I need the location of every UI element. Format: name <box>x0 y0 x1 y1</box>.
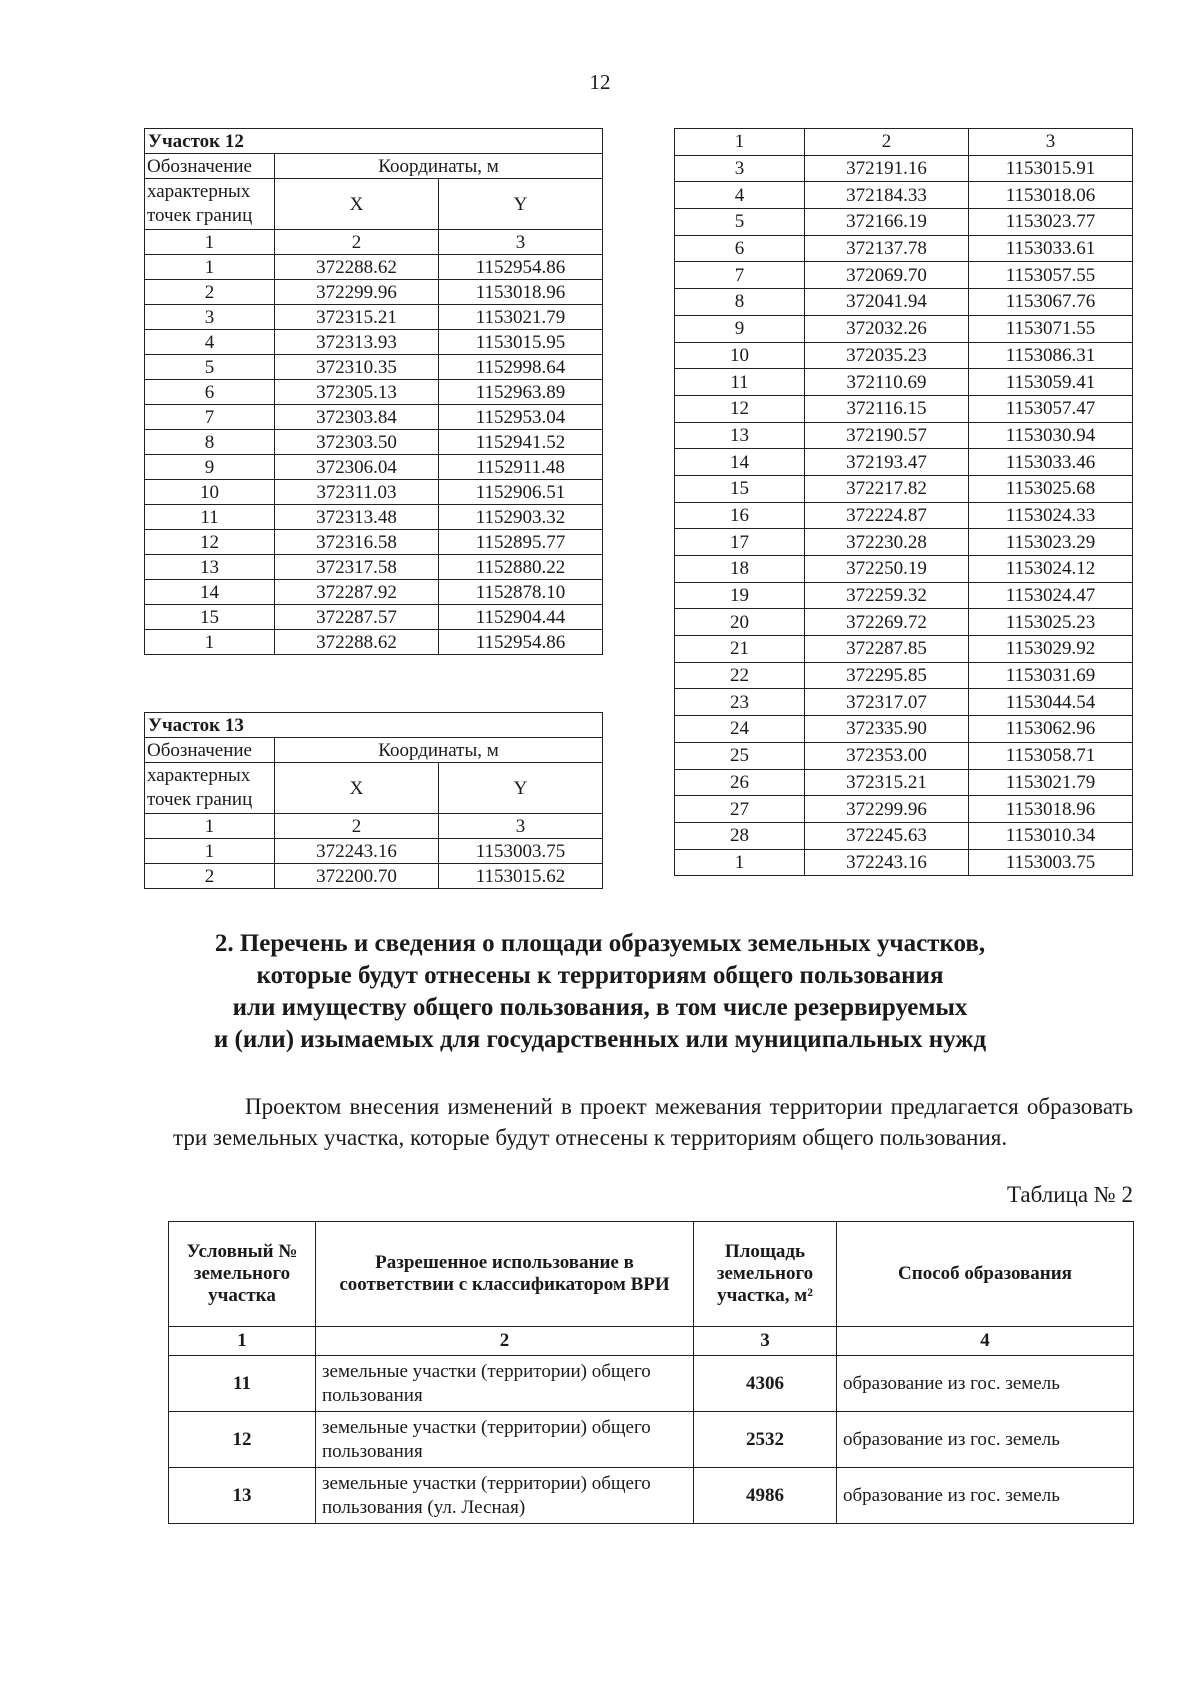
coord-x: 372288.62 <box>275 630 439 655</box>
table-row <box>675 849 1133 876</box>
point-number: 24 <box>675 716 805 743</box>
coord-y: 1153033.61 <box>969 235 1133 262</box>
table-row <box>675 395 1133 422</box>
plot-area: 4306 <box>694 1356 837 1412</box>
point-number: 3 <box>145 305 275 330</box>
point-number: 1 <box>145 255 275 280</box>
table-row <box>675 529 1133 556</box>
header-plot-number: Условный № земельного участка <box>169 1222 316 1327</box>
coord-y: 1152963.89 <box>439 380 603 405</box>
table-row <box>675 796 1133 823</box>
coord-x: 372306.04 <box>275 455 439 480</box>
coord-y: 1153044.54 <box>969 689 1133 716</box>
table-row <box>675 182 1133 209</box>
coord-y: 1152895.77 <box>439 530 603 555</box>
point-number: 6 <box>145 380 275 405</box>
coord-x: 372310.35 <box>275 355 439 380</box>
coord-x: 372191.16 <box>805 155 969 182</box>
table-row <box>145 405 603 430</box>
coord-x: 372250.19 <box>805 556 969 583</box>
coord-y: 1153021.79 <box>439 305 603 330</box>
coord-x: 372190.57 <box>805 422 969 449</box>
coord-x: 372317.58 <box>275 555 439 580</box>
coord-y: 1153003.75 <box>969 849 1133 876</box>
header-area: Площадь земельного участка, м² <box>694 1222 837 1327</box>
coord-y: 1153018.96 <box>439 280 603 305</box>
point-number: 8 <box>675 289 805 316</box>
table-row <box>675 422 1133 449</box>
coord-y: 1152911.48 <box>439 455 603 480</box>
coord-y: 1153024.12 <box>969 556 1133 583</box>
coord-y: 1153010.34 <box>969 822 1133 849</box>
land-plots-area-table <box>168 1221 1134 1524</box>
col-num: 4 <box>837 1327 1134 1356</box>
coord-y: 1153086.31 <box>969 342 1133 369</box>
y-header: Y <box>439 179 603 230</box>
header-permitted-use: Разрешенное использование в соответствии с классификатором ВРИ <box>316 1222 694 1327</box>
coordinates-header: Координаты, м <box>275 154 603 179</box>
section-2-heading: 2. Перечень и сведения о площади образуемых земельных участков, которые будут отнесены к территориям общего пользования или имуществу общего пользования, в том числе резервируемых и (или) изымаемых для государственных или муниципальных нужд <box>213 930 987 1053</box>
coord-y: 1153018.96 <box>969 796 1133 823</box>
table-row <box>675 742 1133 769</box>
coord-y: 1153059.41 <box>969 369 1133 396</box>
coord-x: 372166.19 <box>805 209 969 236</box>
table-row <box>169 1412 1134 1468</box>
coord-y: 1153025.23 <box>969 609 1133 636</box>
coord-x: 372287.57 <box>275 605 439 630</box>
coord-x: 372243.16 <box>275 839 439 864</box>
coord-y: 1153057.55 <box>969 262 1133 289</box>
coord-x: 372035.23 <box>805 342 969 369</box>
col-num: 2 <box>275 814 439 839</box>
point-number: 14 <box>675 449 805 476</box>
coord-x: 372317.07 <box>805 689 969 716</box>
formation-method: образование из гос. земель <box>837 1412 1134 1468</box>
col-num: 2 <box>805 129 969 156</box>
point-number: 28 <box>675 822 805 849</box>
plot-area: 4986 <box>694 1468 837 1524</box>
table-row <box>145 505 603 530</box>
point-number: 10 <box>675 342 805 369</box>
point-number: 14 <box>145 580 275 605</box>
coord-x: 372032.26 <box>805 315 969 342</box>
section-2-paragraph: Проектом внесения изменений в проект межевания территории предлагается образовать три земельных участка, которые будут отнесены к территориям общего пользования. <box>173 1094 1133 1150</box>
table-row <box>675 502 1133 529</box>
table-row <box>145 330 603 355</box>
point-number: 23 <box>675 689 805 716</box>
coord-x: 372311.03 <box>275 480 439 505</box>
plot-12-coordinates-table <box>144 128 603 655</box>
point-number: 10 <box>145 480 275 505</box>
table-row <box>145 455 603 480</box>
point-number: 5 <box>675 209 805 236</box>
table-row <box>675 289 1133 316</box>
col-num: 3 <box>694 1327 837 1356</box>
point-label-header: Обозначение <box>145 154 275 179</box>
point-number: 16 <box>675 502 805 529</box>
table-row <box>675 662 1133 689</box>
table-row <box>675 235 1133 262</box>
col-num: 2 <box>275 230 439 255</box>
point-number: 20 <box>675 609 805 636</box>
coord-y: 1153031.69 <box>969 662 1133 689</box>
coord-y: 1153021.79 <box>969 769 1133 796</box>
page-number: 12 <box>589 70 611 94</box>
coord-x: 372243.16 <box>805 849 969 876</box>
plot-number: 12 <box>169 1412 316 1468</box>
table-row <box>675 769 1133 796</box>
table-row <box>145 305 603 330</box>
table-row <box>675 609 1133 636</box>
table-row <box>145 480 603 505</box>
col-num: 1 <box>145 814 275 839</box>
coord-y: 1153003.75 <box>439 839 603 864</box>
coord-y: 1152998.64 <box>439 355 603 380</box>
table-row <box>675 556 1133 583</box>
point-number: 18 <box>675 556 805 583</box>
header-formation-method: Способ образования <box>837 1222 1134 1327</box>
coord-x: 372193.47 <box>805 449 969 476</box>
coord-x: 372110.69 <box>805 369 969 396</box>
permitted-use: земельные участки (территории) общего пользования <box>316 1356 694 1412</box>
table-row <box>169 1356 1134 1412</box>
col-num: 2 <box>316 1327 694 1356</box>
coord-x: 372245.63 <box>805 822 969 849</box>
coord-x: 372335.90 <box>805 716 969 743</box>
coord-x: 372315.21 <box>805 769 969 796</box>
table-row <box>145 580 603 605</box>
coord-x: 372315.21 <box>275 305 439 330</box>
plot-13-continued-table <box>674 128 1133 876</box>
coord-x: 372299.96 <box>275 280 439 305</box>
coord-y: 1152954.86 <box>439 255 603 280</box>
y-header: Y <box>439 763 603 814</box>
col-num: 3 <box>439 814 603 839</box>
point-number: 6 <box>675 235 805 262</box>
point-number: 27 <box>675 796 805 823</box>
coord-y: 1153058.71 <box>969 742 1133 769</box>
coord-y: 1153057.47 <box>969 395 1133 422</box>
table-row <box>145 605 603 630</box>
permitted-use: земельные участки (территории) общего пользования (ул. Лесная) <box>316 1468 694 1524</box>
plot-number: 13 <box>169 1468 316 1524</box>
coord-y: 1153071.55 <box>969 315 1133 342</box>
coord-x: 372287.85 <box>805 636 969 663</box>
table-row <box>169 1468 1134 1524</box>
coord-x: 372137.78 <box>805 235 969 262</box>
table-row <box>145 355 603 380</box>
coord-y: 1153015.91 <box>969 155 1133 182</box>
table-row <box>675 475 1133 502</box>
coord-x: 372184.33 <box>805 182 969 209</box>
point-number: 9 <box>145 455 275 480</box>
point-number: 22 <box>675 662 805 689</box>
coord-x: 372353.00 <box>805 742 969 769</box>
table-row <box>145 380 603 405</box>
table-row <box>675 716 1133 743</box>
coord-x: 372316.58 <box>275 530 439 555</box>
coord-y: 1153029.92 <box>969 636 1133 663</box>
coord-y: 1153024.33 <box>969 502 1133 529</box>
coord-x: 372230.28 <box>805 529 969 556</box>
table-row <box>145 280 603 305</box>
point-number: 5 <box>145 355 275 380</box>
coord-x: 372305.13 <box>275 380 439 405</box>
coord-x: 372224.87 <box>805 502 969 529</box>
coord-y: 1153023.29 <box>969 529 1133 556</box>
table-row <box>675 262 1133 289</box>
coord-x: 372287.92 <box>275 580 439 605</box>
table-row <box>675 582 1133 609</box>
point-number: 1 <box>145 839 275 864</box>
point-label-header-cont: характерных точек границ <box>145 763 275 814</box>
point-label-header: Обозначение <box>145 738 275 763</box>
col-num: 1 <box>145 230 275 255</box>
plot-area: 2532 <box>694 1412 837 1468</box>
point-number: 25 <box>675 742 805 769</box>
point-number: 7 <box>145 405 275 430</box>
point-number: 12 <box>145 530 275 555</box>
coord-x: 372041.94 <box>805 289 969 316</box>
coord-x: 372116.15 <box>805 395 969 422</box>
coord-x: 372259.32 <box>805 582 969 609</box>
formation-method: образование из гос. земель <box>837 1468 1134 1524</box>
table-row <box>675 822 1133 849</box>
coord-y: 1152941.52 <box>439 430 603 455</box>
coord-x: 372288.62 <box>275 255 439 280</box>
point-number: 3 <box>675 155 805 182</box>
coord-y: 1152906.51 <box>439 480 603 505</box>
col-num: 1 <box>675 129 805 156</box>
table-row <box>145 839 603 864</box>
plot-number: 11 <box>169 1356 316 1412</box>
point-number: 15 <box>145 605 275 630</box>
table-row <box>145 255 603 280</box>
coord-y: 1153015.95 <box>439 330 603 355</box>
permitted-use: земельные участки (территории) общего пользования <box>316 1412 694 1468</box>
coord-x: 372303.50 <box>275 430 439 455</box>
point-number: 19 <box>675 582 805 609</box>
plot-13-title: Участок 13 <box>145 713 603 738</box>
coord-y: 1152880.22 <box>439 555 603 580</box>
point-number: 13 <box>675 422 805 449</box>
coord-y: 1153015.62 <box>439 864 603 889</box>
point-number: 12 <box>675 395 805 422</box>
coord-y: 1153030.94 <box>969 422 1133 449</box>
point-number: 11 <box>145 505 275 530</box>
coordinates-header: Координаты, м <box>275 738 603 763</box>
coord-x: 372269.72 <box>805 609 969 636</box>
coord-x: 372295.85 <box>805 662 969 689</box>
point-number: 21 <box>675 636 805 663</box>
plot-13-coordinates-table <box>144 712 603 889</box>
coord-y: 1152904.44 <box>439 605 603 630</box>
coord-y: 1152954.86 <box>439 630 603 655</box>
point-number: 1 <box>145 630 275 655</box>
coord-x: 372299.96 <box>805 796 969 823</box>
point-number: 13 <box>145 555 275 580</box>
point-number: 11 <box>675 369 805 396</box>
coord-x: 372069.70 <box>805 262 969 289</box>
coord-x: 372313.93 <box>275 330 439 355</box>
col-num: 3 <box>439 230 603 255</box>
point-label-header-cont: характерных точек границ <box>145 179 275 230</box>
table-row <box>145 430 603 455</box>
table-row <box>675 209 1133 236</box>
table-row <box>675 369 1133 396</box>
table-row <box>145 630 603 655</box>
point-number: 8 <box>145 430 275 455</box>
coord-y: 1153033.46 <box>969 449 1133 476</box>
table-caption: Таблица № 2 <box>1006 1182 1133 1207</box>
table-row <box>675 449 1133 476</box>
table-row <box>145 555 603 580</box>
point-number: 4 <box>145 330 275 355</box>
point-number: 4 <box>675 182 805 209</box>
coord-y: 1152903.32 <box>439 505 603 530</box>
coord-y: 1153062.96 <box>969 716 1133 743</box>
coord-x: 372200.70 <box>275 864 439 889</box>
point-number: 2 <box>145 864 275 889</box>
coord-y: 1153023.77 <box>969 209 1133 236</box>
point-number: 17 <box>675 529 805 556</box>
point-number: 2 <box>145 280 275 305</box>
coord-y: 1153067.76 <box>969 289 1133 316</box>
point-number: 9 <box>675 315 805 342</box>
formation-method: образование из гос. земель <box>837 1356 1134 1412</box>
table-row <box>675 636 1133 663</box>
col-num: 1 <box>169 1327 316 1356</box>
point-number: 1 <box>675 849 805 876</box>
table-row <box>145 864 603 889</box>
plot-12-title: Участок 12 <box>145 129 603 154</box>
coord-x: 372217.82 <box>805 475 969 502</box>
table-row <box>675 315 1133 342</box>
point-number: 7 <box>675 262 805 289</box>
col-num: 3 <box>969 129 1133 156</box>
table-row <box>675 155 1133 182</box>
coord-y: 1152878.10 <box>439 580 603 605</box>
coord-x: 372303.84 <box>275 405 439 430</box>
table-row <box>145 530 603 555</box>
x-header: X <box>275 763 439 814</box>
coord-y: 1153025.68 <box>969 475 1133 502</box>
coord-y: 1153018.06 <box>969 182 1133 209</box>
coord-y: 1152953.04 <box>439 405 603 430</box>
coord-x: 372313.48 <box>275 505 439 530</box>
table-row <box>675 689 1133 716</box>
coord-y: 1153024.47 <box>969 582 1133 609</box>
x-header: X <box>275 179 439 230</box>
point-number: 26 <box>675 769 805 796</box>
table-row <box>675 342 1133 369</box>
point-number: 15 <box>675 475 805 502</box>
